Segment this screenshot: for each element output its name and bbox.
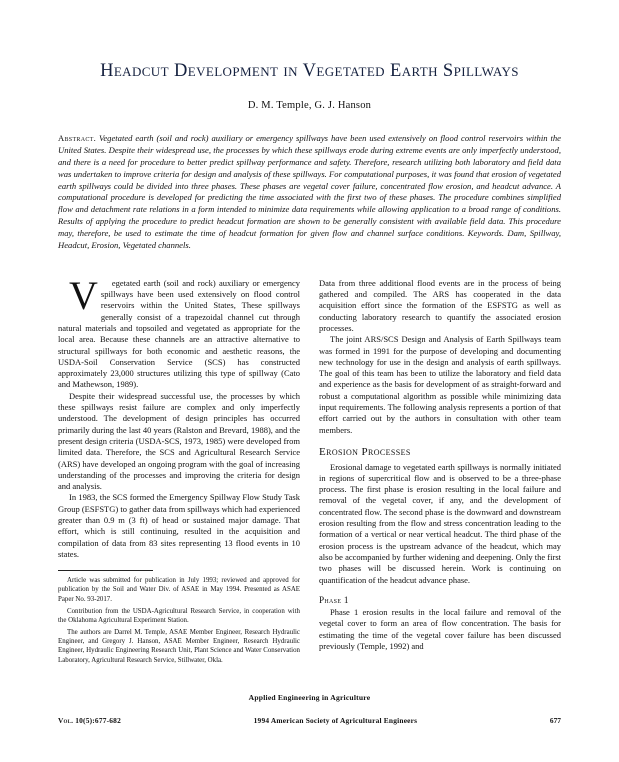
- right-column: [319, 278, 561, 652]
- section-heading-erosion-main: Erosion: [319, 445, 359, 458]
- keywords-list: Dam, Spillway, Headcut, Erosion, Vegetated channels.: [58, 228, 561, 250]
- abstract: [58, 133, 561, 252]
- paragraph-intro-text: egetated earth (soil and rock) auxiliary or emergency spillways have been used extensively on flood control reservoirs within the United States, These spillways generally consist of a trapezoidal channel cut through natural materials and topsoiled and vegetated as appropriate for the local area. Because these channels are an attractive alternative to structural spillways for both economic and aesthetic reasons, the USDA-Soil Conservation Service (SCS) has constructed approximately 23,000 structures utilizing this type of spillway (Cato and Mathewson, 1989).: [58, 277, 300, 390]
- paragraph-right-3: Erosional damage to vegetated earth spillways is normally initiated in regions of supercritical flow and is observed to be a three-phase process. The first phase is erosion resulting in the local failure and removal of the vegetal cover, if any, and the development of concentrated flow. The second phase is the downward and downstream erosion resulting from the flow and stress concentration leading to the formation of a vertical or near vertical headcut. The third phase of the erosion process is the upstream advance of the headcut, which may also be accompanied by further widening and deepening. Only the first two phases will be discussed herein. Work is continuing on quantification of the headcut advance phase.: [319, 461, 561, 585]
- subsection-heading-phase1: Phase 1: [319, 594, 349, 605]
- page-footer: [58, 716, 561, 725]
- volume-info: Vol. 10(5):677-682: [58, 716, 121, 725]
- abstract-body: Vegetated earth (soil and rock) auxiliary or emergency spillways have been used extensively on flood control reservoirs within the United States. Despite their widespread use, the processes by which these spillways erode during extreme events are only imperfectly understood, and there is a need for procedure to better predict spillway performance and safety. Therefore, research utilizing both laboratory and field data was undertaken to improve criteria for design and analysis of these spillways. For computational purposes, it was found that erosion of vegetated earth spillways could be divided into three phases. These phases are vegetal cover failure, concentrated flow erosion, and headcut advance. A computational procedure is developed for predicting the time associated with the first two of these phases. The procedure combines simplified flow and detachment rate relations in a form intended to minimize data requirements while allowing application to a broad range of conditions. Results of applying the procedure to predict headcut formation are shown to be generally consistent with available field data. This procedure may, therefore, be used to estimate the time of headcut formation for given flow and channel surface conditions.: [58, 133, 561, 239]
- paragraph-right-1: Data from three additional flood events are in the process of being gathered and compiled. The ARS has cooperated in the data acquisition effort since the formation of the ESFSTG as well as conducting laboratory research to quantify the associated erosion processes.: [319, 277, 561, 333]
- paragraph-left-3: In 1983, the SCS formed the Emergency Spillway Flow Study Task Group (ESFSTG) to gather data from spillways which had experienced greater than 0.9 m (3 ft) of head or sustained major damage. That effort, which is still continuing, resulted in the acquisition and compilation of data from 83 sites representing 13 flood events in 10 states.: [58, 492, 300, 559]
- society-line: 1994 American Society of Agricultural Engineers: [253, 716, 418, 725]
- footnotes: [58, 576, 300, 665]
- paragraph-right-4: Phase 1 erosion results in the local failure and removal of the vegetal cover to form an area of flow concentration. The basis for estimating the time of the vegetal cover failure has been discussed previously (Temple, 1992) and: [319, 607, 561, 651]
- paragraph-left-2: Despite their widespread successful use, the processes by which these spillways resist failure are complex and only imperfectly understood. The development of design principles has occurred primarily during the last 40 years (Ralston and Brevard, 1988), and the present design criteria (USDA-SCS, 1973, 1985) were developed from limited data. Therefore, the SCS and Agricultural Research Service (ARS) have developed an ongoing program with the goal of increasing understanding of the processes and improving the criteria for design and analysis.: [58, 390, 300, 492]
- section-heading-erosion-rest: Processes: [358, 445, 411, 458]
- left-column: [58, 272, 300, 668]
- footnote-item: Article was submitted for publication in July 1993; reviewed and approved for publication by the Soil and Water Div. of ASAE in May 1994. Presented as ASAE Paper No. 93-2017.: [58, 577, 300, 603]
- paragraph-right-2: The joint ARS/SCS Design and Analysis of Earth Spillways team was formed in 1991 for the purpose of developing and documenting new technology for use in the design and analysis of earth spillways. The goal of this team has been to utilize the laboratory and field data and experience as the basis for development of as straight-forward and robust a computational algorithm as possible while minimizing data input requirements. The following analysis represents a portion of that effort carried out by the authors in consultation with other team members.: [319, 334, 561, 435]
- section-heading-erosion: [319, 445, 561, 460]
- page-number: 677: [549, 716, 561, 725]
- paragraph-intro: [58, 272, 300, 391]
- author-list: D. M. Temple, G. J. Hanson: [247, 100, 372, 112]
- footnote-item: Contribution from the USDA-Agricultural Research Service, in cooperation with the Oklahoma Agricultural Experiment Station.: [58, 607, 300, 624]
- footnote-divider: [58, 570, 153, 571]
- journal-name: Applied Engineering in Agriculture: [248, 693, 371, 702]
- drop-cap: V: [69, 272, 98, 318]
- page-title: Headcut Development in Vegetated Earth Spillways: [100, 61, 519, 81]
- body-columns: [58, 272, 561, 668]
- keywords-label: Keywords.: [467, 228, 504, 239]
- footnote-item: The authors are Darrel M. Temple, ASAE Member Engineer, Research Hydraulic Engineer, and Gregory J. Hanson, ASAE Member Engineer, Research Hydraulic Engineer, Hydraulic Engineering Research Unit, Plant Science and Water Conservation Laboratory, Agricultural Research Service, Stillwater, Okla.: [58, 629, 300, 664]
- paper-content: [58, 60, 561, 668]
- abstract-label: Abstract.: [58, 133, 97, 144]
